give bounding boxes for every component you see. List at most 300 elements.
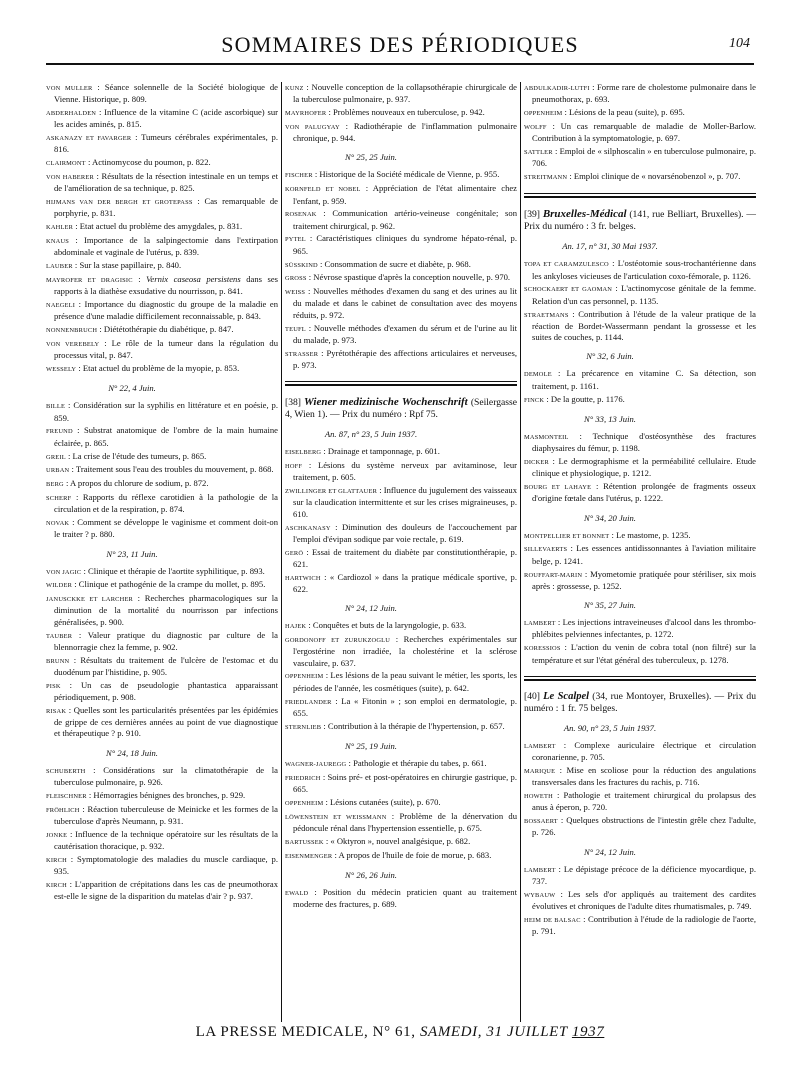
- journal-details: (34, rue Montoyer, Bruxelles). — Prix du numéro : 1 fr. 75 belges.: [524, 690, 756, 714]
- article-author: JONKE: [46, 831, 68, 839]
- article-title: : Résultats du traitement de l'ulcère de l'estomac et du duodénum par l'histidine, p. 905.: [54, 654, 278, 677]
- article-author: ROUFFART-MARIN: [524, 571, 583, 579]
- column-1: [46, 82, 278, 904]
- journal-number: [39]: [524, 209, 540, 221]
- article-title: : Technique d'ostéosynthèse des fractures diaphysaires du fémur, p. 1198.: [532, 430, 756, 454]
- article-title: : Problèmes nouveaux en tuberculose, p. 942.: [326, 107, 485, 118]
- article-entry: [524, 258, 756, 282]
- article-entry: [285, 169, 517, 181]
- article-author: MARIQUE: [524, 767, 556, 775]
- article-entry: [285, 772, 517, 796]
- issue-date-heading: N° 24, 18 Juin.: [106, 747, 158, 758]
- article-entry: [46, 854, 278, 878]
- article-entry: [524, 617, 756, 641]
- article-author: HARTWICH: [285, 574, 321, 582]
- article-author: ASKANAZY ET FAVARGER: [46, 135, 132, 143]
- article-title: : L'actinomycose génitale de la femme. Relation d'un cas personnel, p. 1135.: [532, 283, 756, 306]
- article-entry: [46, 132, 278, 156]
- article-author: KIRCH: [46, 881, 67, 889]
- article-title-prefix: :: [132, 273, 147, 284]
- article-author: LAMBERT: [524, 620, 556, 628]
- article-entry: [524, 121, 756, 145]
- issue-date-heading: N° 23, 11 Juin.: [106, 548, 158, 559]
- article-title: : Actinomycose du poumon, p. 822.: [85, 157, 211, 168]
- article-author: URBAN: [46, 467, 70, 475]
- article-title: : Traitement sous l'eau des troubles du mouvement, p. 868.: [69, 464, 274, 475]
- article-author: STRAETMANS: [524, 311, 569, 319]
- article-author: WESSELY: [46, 366, 77, 374]
- article-title: : Les essences antidissonnantes à l'aviation militaire belge, p. 1241.: [532, 543, 756, 566]
- article-entry: [285, 259, 517, 271]
- article-title: : Soins pré- et post-opératoires en chirurgie gastrique, p. 665.: [293, 771, 517, 795]
- article-title: : L'ostéotomie sous-trochantérienne dans les ankyloses vicieuses de l'articulation coxo-fémorale, p. 1126.: [532, 258, 756, 281]
- journal-heading: [524, 208, 756, 233]
- article-entry: [46, 260, 278, 272]
- article-title: : Importance du diagnostic du groupe de la maladie en présence d'une maladie difficilement reconnaissable, p. 843.: [54, 299, 278, 322]
- article-author: PYTEL: [285, 236, 306, 244]
- article-entry: [285, 446, 517, 458]
- article-author: TAUBER: [46, 632, 73, 640]
- article-entry: [285, 670, 517, 694]
- article-entry: [285, 758, 517, 770]
- article-title: : Influence de la vitamine C (acide ascorbique) sur les acides aminés, p. 815.: [54, 107, 278, 130]
- article-title: : Considération sur la syphilis en littérature et en poésie, p. 859.: [54, 400, 278, 423]
- article-author: GROSS: [285, 275, 307, 283]
- article-entry: [524, 394, 756, 406]
- article-author: FRIEDLANDER: [285, 698, 332, 706]
- article-title: : Les sels d'or appliqués au traitement des cardites évolutives et chroniques de l'adulte dites rhumatismales, p. 749.: [532, 888, 756, 912]
- article-entry: [524, 146, 756, 170]
- article-title: : Radiothérapie de l'inflammation pulmonaire chronique, p. 944.: [293, 120, 517, 144]
- article-title: : Contribution à l'étude de la radiologie de l'aorte, p. 791.: [532, 913, 756, 937]
- article-title: : Complexe auriculaire électrique et circulation coronarienne, p. 705.: [532, 739, 756, 763]
- article-author: KNAUS: [46, 238, 70, 246]
- article-author: BARTUSSEK: [285, 838, 324, 846]
- article-entry: [285, 836, 517, 848]
- article-title: : Emploi de « silphoscalin » en tuberculose pulmonaire, p. 706.: [532, 145, 756, 169]
- article-title: : Recherches pharmacologiques sur la diminution de la mortalité du nourrisson par infections généralisées, p. 900.: [54, 593, 278, 627]
- article-title: : A propos de l'huile de foie de morue, p. 683.: [332, 849, 492, 860]
- article-author: FISCHER: [285, 172, 313, 180]
- article-title: : Considérations sur la climatothérapie de la tuberculose pulmonaire, p. 926.: [54, 764, 278, 788]
- article-author: VON JAGIC: [46, 568, 82, 576]
- article-entry: [524, 815, 756, 839]
- journal-name: Wiener medizinische Wochenschrift: [304, 396, 468, 409]
- article-author: OPPENHEIM: [285, 673, 324, 681]
- article-entry: [46, 566, 278, 578]
- article-title: : De la goutte, p. 1176.: [544, 393, 625, 404]
- article-title: : Influence du jugulement des vaisseaux sur la claudication intermittente et sur les crises migraineuses, p. 610.: [293, 485, 517, 519]
- article-entry: [285, 286, 517, 321]
- article-title: : Un cas de pseudologie phantastica apparaissant périodiquement, p. 908.: [54, 679, 278, 703]
- article-title: : Valeur pratique du diagnostic par culture de la blennorragie chez la femme, p. 902.: [54, 629, 278, 652]
- article-title: : Nouvelles méthodes d'examen du sang et des urines au lit du malade et dans le cabinet de consultation avec des moyens réduits, p. 972.: [293, 286, 517, 320]
- article-author: VON MULLER: [46, 85, 93, 92]
- article-author: SILLEVAERTS: [524, 546, 568, 554]
- article-entry: [524, 914, 756, 938]
- article-author: SATTLER: [524, 148, 553, 156]
- article-author: SCHUBERTH: [46, 767, 86, 775]
- article-title: : Séance solennelle de la Société biologique de Vienne. Historique, p. 809.: [54, 82, 278, 105]
- article-title: : A propos du chlorure de sodium, p. 872.: [63, 478, 209, 489]
- article-author: TOPA ET CARAMZULESCO: [524, 261, 609, 269]
- article-entry: [524, 569, 756, 593]
- article-title: : La précarence en vitamine C. Sa détection, son traitement, p. 1161.: [532, 368, 756, 391]
- article-title: : Drainage et tamponnage, p. 601.: [321, 446, 440, 457]
- article-author: VON PALUGYAY: [285, 123, 340, 131]
- page-number: 104: [729, 36, 750, 51]
- footer-journal: LA PRESSE MEDICALE, N° 61,: [195, 1024, 420, 1040]
- article-title: : Pathologie et traitement chirurgical du prolapsus des anus à éperon, p. 720.: [532, 789, 756, 813]
- article-author: HEIM DE BALSAC: [524, 916, 581, 924]
- article-author: JANUSCKKE ET LARCHER: [46, 596, 134, 604]
- article-author: ABDULKADIR-LUTFI: [524, 85, 590, 92]
- article-author: STREITMANN: [524, 174, 568, 182]
- article-title: : Communication artério-veineuse congénitale; son traitement chirurgical, p. 962.: [293, 208, 517, 231]
- article-entry: [46, 464, 278, 476]
- article-entry: [46, 879, 278, 903]
- article-entry: [46, 171, 278, 195]
- article-title: : Réaction tuberculeuse de Meinicke et les formes de la tuberculose d'après Neumann, p. 931.: [54, 803, 278, 826]
- article-title: : Lésions cutanées (suite), p. 670.: [323, 796, 441, 807]
- article-title: : Historique de la Société médicale de Vienne, p. 955.: [312, 169, 500, 180]
- article-author: CLAIRMONT: [46, 160, 86, 168]
- article-entry: [46, 790, 278, 802]
- article-title: : Clinique et thérapie de l'aortite syphilitique, p. 893.: [81, 565, 265, 576]
- article-author: DICKER: [524, 458, 549, 466]
- article-entry: [46, 517, 278, 541]
- article-entry: [285, 121, 517, 145]
- article-author: LAMBERT: [524, 742, 556, 750]
- article-author: VON VEREBELY: [46, 340, 100, 348]
- article-title: : Rétention prolongée de fragments osseux d'origine fœtale dans l'utérus, p. 1222.: [532, 481, 756, 504]
- article-entry: [46, 157, 278, 169]
- article-title: : Nouvelle conception de la collapsothérapie chirurgicale de la tuberculose pulmonaire, p. 937.: [293, 82, 517, 105]
- article-entry: [46, 630, 278, 654]
- article-title: : Nouvelle méthodes d'examen du sérum et de l'urine au lit du malade, p. 973.: [293, 322, 517, 345]
- article-entry: [46, 107, 278, 131]
- article-entry: [46, 478, 278, 490]
- article-entry: [285, 82, 517, 106]
- article-title: : Les injections intraveineuses d'alcool dans les thrombo-phlébites pelviennes infectantes, p. 1272.: [532, 617, 756, 640]
- article-author: WOLFF: [524, 123, 547, 131]
- article-entry: [46, 235, 278, 259]
- article-entry: [524, 456, 756, 480]
- article-entry: [524, 864, 756, 888]
- article-entry: [46, 705, 278, 740]
- article-author: BOSSAERT: [524, 818, 558, 826]
- article-title: : Myometomie pratiquée pour stériliser, six mois après : grossesse, p. 1252.: [532, 568, 756, 591]
- article-title: : Sur la stase papillaire, p. 840.: [72, 260, 182, 271]
- article-title: : Un cas remarquable de maladie de Moller-Barlow. Contribution à la symptomatologie, p. 697.: [532, 120, 756, 144]
- article-entry: [285, 323, 517, 347]
- article-author: KUNZ: [285, 85, 304, 92]
- article-author: FLEISCHNER: [46, 792, 87, 800]
- article-entry: [524, 309, 756, 344]
- article-author: WEISS: [285, 289, 306, 297]
- article-author: OPPENHEIM: [285, 799, 324, 807]
- article-entry: [524, 543, 756, 567]
- column-separator: [520, 82, 521, 1022]
- article-title: : Le dermographisme et la perméabilité cellulaire. Etude clinique et physiologique, p. 1212.: [532, 455, 756, 479]
- article-entry: [524, 740, 756, 764]
- header-rule: [46, 63, 754, 65]
- article-title: : Rapports du réflexe carotidien à la pathologie de la circulation et de la respiration, p. 874.: [54, 491, 278, 515]
- article-author: MASMONTEIL: [524, 433, 569, 441]
- issue-date-heading: N° 24, 12 Juin.: [584, 846, 636, 857]
- footer-date: 31 JUILLET: [482, 1024, 572, 1040]
- article-title: : « Cardiozol » dans la pratique médicale sportive, p. 622.: [293, 571, 517, 594]
- article-author: EWALD: [285, 889, 309, 897]
- article-entry: [46, 680, 278, 704]
- article-entry: [46, 82, 278, 106]
- section-rule: [285, 381, 517, 386]
- article-entry: [46, 451, 278, 463]
- article-entry: [46, 804, 278, 828]
- article-entry: [285, 348, 517, 372]
- article-title: : La « Fitonin » ; son emploi en dermatologie, p. 655.: [293, 695, 517, 718]
- article-title: : Tumeurs cérébrales expérimentales, p. 816.: [54, 132, 278, 155]
- article-author: ASCHKANASY: [285, 524, 331, 532]
- article-entry: [524, 889, 756, 913]
- article-entry: [46, 363, 278, 375]
- article-title: : Influence de la technique opératoire sur les résultats de la cautérisation thoracique, p. 932.: [54, 828, 278, 852]
- article-author: GORDONOFF ET ZURUKZOGLU: [285, 637, 391, 645]
- article-title: : Etat actuel du problème des amygdales, p. 831.: [73, 221, 243, 232]
- article-entry: [46, 579, 278, 591]
- article-entry: [524, 171, 756, 183]
- article-author: GERÖ: [285, 549, 304, 557]
- article-author: PISK: [46, 682, 61, 690]
- article-title: dans ses rapports à la diathèse exsudative du nourrisson, p. 841.: [54, 273, 278, 297]
- article-entry: [285, 887, 517, 911]
- article-title: : Position du médecin praticien quant au traitement moderne des fractures, p. 689.: [293, 886, 517, 910]
- article-title: : Problème de la dénervation du pédoncule rénal dans l'hypertension essentielle, p. 675.: [293, 810, 517, 833]
- article-entry: [46, 425, 278, 449]
- article-entry: [46, 196, 278, 220]
- article-entry: [46, 338, 278, 362]
- article-title: : Pyrétothérapie des affections articulaires et nerveuses, p. 973.: [293, 347, 517, 370]
- page-footer: [46, 1024, 754, 1052]
- article-entry: [524, 481, 756, 505]
- page-title: SOMMAIRES DES PÉRIODIQUES: [221, 32, 579, 57]
- article-title: : Caractéristiques cliniques du syndrome hépato-rénal, p. 965.: [293, 233, 517, 256]
- article-entry: [285, 272, 517, 284]
- article-title: : Diminution des douleurs de l'accouchement par l'emploi d'évipan sodique par voie rectale, p. 619.: [293, 521, 517, 544]
- article-author: KORNFELD ET NOBEL: [285, 186, 361, 194]
- article-title: : Substrat anatomique de l'ombre de la main humaine éclairée, p. 865.: [54, 425, 278, 448]
- page-header: [46, 30, 754, 62]
- article-author: FRIEDRICH: [285, 774, 321, 782]
- article-title: : Le mastome, p. 1235.: [609, 529, 691, 540]
- article-title: : Conquêtes et buts de la laryngologie, p. 633.: [306, 620, 467, 631]
- journal-name: Le Scalpel: [543, 690, 590, 702]
- article-author: FINCK: [524, 396, 545, 404]
- issue-date-heading: N° 22, 4 Juin.: [108, 383, 156, 394]
- article-author: FRÖHLICH: [46, 806, 80, 814]
- article-entry: [524, 530, 756, 542]
- journal-name: Bruxelles-Médical: [542, 208, 627, 221]
- article-entry: [285, 634, 517, 669]
- issue-date-heading: An. 87, n° 23, 5 Juin 1937.: [324, 429, 418, 440]
- article-entry: [524, 368, 756, 392]
- article-author: MONTPELLIER ET BONNET: [524, 532, 610, 540]
- article-author: KAHLER: [46, 224, 74, 232]
- article-title: : Symptomatologie des maladies du muscle cardiaque, p. 935.: [54, 853, 278, 877]
- columns: [46, 82, 756, 1022]
- article-entry: [285, 233, 517, 257]
- article-title: : Etat actuel du problème de la myopie, p. 853.: [76, 363, 240, 374]
- issue-date-heading: N° 24, 12 Juin.: [345, 603, 397, 614]
- journal-number: [40]: [524, 690, 540, 702]
- article-title: : Recherches expérimentales sur l'ergostérine non irradiée, la cholestérine et la sclérose vasculaire, p. 637.: [293, 634, 517, 668]
- article-author: NONNENBRUCH: [46, 327, 98, 335]
- article-entry: [46, 221, 278, 233]
- column-3: [524, 82, 756, 939]
- article-author: RISAK: [46, 707, 67, 715]
- article-entry: [285, 696, 517, 720]
- issue-date-heading: N° 32, 6 Juin.: [586, 351, 634, 362]
- article-author: HOFF: [285, 463, 303, 471]
- article-title: : Essai de traitement du diabète par constitutionthérapie, p. 621.: [293, 546, 517, 569]
- article-entry: [285, 485, 517, 520]
- article-entry: [524, 283, 756, 307]
- issue-date-heading: N° 34, 20 Juin.: [584, 512, 636, 523]
- article-author: NOVAK: [46, 520, 70, 527]
- article-title: : Consommation de sucre et diabète, p. 968.: [317, 258, 471, 269]
- article-entry: [285, 811, 517, 835]
- article-entry: [285, 183, 517, 207]
- article-title: : Lésions de la peau (suite), p. 695.: [562, 107, 685, 118]
- article-title: : Clinique et pathogénie de la crampe du mollet, p. 895.: [72, 579, 266, 590]
- article-author: BILLE: [46, 403, 66, 411]
- article-author: NAEGELI: [46, 302, 76, 310]
- article-author: HAJEK: [285, 623, 307, 631]
- article-title: : Le rôle de la tumeur dans la régulation du processus vital, p. 847.: [54, 337, 278, 361]
- article-entry: [46, 829, 278, 853]
- article-author: DEMOLE: [524, 371, 552, 379]
- journal-number: [38]: [285, 397, 301, 409]
- article-title: : Importance de la salpingectomie dans l'extirpation abdominale et vaginale de l'utérus, p. 839.: [54, 235, 278, 258]
- article-author: WAGNER-JAUREGG: [285, 760, 347, 768]
- article-author: MAYRHOFER: [285, 110, 327, 118]
- article-author: MAYROFER ET DRAGISIC: [46, 276, 133, 284]
- article-entry: [46, 655, 278, 679]
- article-author: LAMBERT: [524, 866, 556, 874]
- column-separator: [281, 82, 282, 1022]
- article-author: KIRCH: [46, 856, 67, 864]
- article-title: : Diététothérapie du diabétique, p. 847.: [97, 324, 234, 335]
- journal-details: (Seilergasse 4, Wien 1). — Prix du numéro : Rpf 75.: [285, 397, 517, 421]
- article-author: OPPENHEIM: [524, 110, 563, 118]
- article-title: : Appréciation de l'état alimentaire chez l'enfant, p. 959.: [293, 183, 517, 206]
- article-entry: [285, 620, 517, 632]
- column-2: [285, 82, 517, 912]
- article-entry: [46, 593, 278, 628]
- article-author: ZWILLINGER ET GLATTAUER: [285, 488, 378, 496]
- article-author: STRASSER: [285, 350, 319, 358]
- article-entry: [46, 324, 278, 336]
- article-author: TEUFL: [285, 325, 306, 333]
- article-title: : Résultats de la résection intestinale en un temps et de l'amélioration de sa technique, p. 825.: [54, 171, 279, 194]
- article-entry: [524, 790, 756, 814]
- footer-day: SAMEDI,: [419, 1024, 483, 1040]
- article-author: GREIL: [46, 453, 66, 461]
- article-author: BERG: [46, 481, 64, 489]
- article-entry: [285, 107, 517, 119]
- article-author: FREUND: [46, 428, 73, 436]
- footer-year: 1937: [571, 1024, 605, 1040]
- article-title: : Hémorragies bénignes des bronches, p. 929.: [86, 789, 246, 800]
- article-entry: [46, 274, 278, 298]
- article-entry: [285, 460, 517, 484]
- article-title: : Contribution à l'étude de la valeur pratique de la réaction de Bordet-Wassermann pendant la grossesse et les suites de couches, p. 1144.: [532, 308, 756, 343]
- issue-date-heading: An. 90, n° 23, 5 Juin 1937.: [563, 722, 657, 733]
- article-title-italic: Vernix caseosa persistens: [146, 273, 241, 284]
- issue-date-heading: N° 33, 13 Juin.: [584, 413, 636, 424]
- article-title: : Contribution à la thérapie de l'hypertension, p. 657.: [321, 720, 505, 731]
- article-entry: [285, 208, 517, 232]
- article-entry: [524, 765, 756, 789]
- article-author: LAUBER: [46, 263, 73, 271]
- article-entry: [285, 522, 517, 546]
- article-author: BOURG ET LAHAYE: [524, 484, 592, 492]
- article-entry: [285, 572, 517, 596]
- article-title: : Les lésions de la peau suivant le métier, les sports, les périodes de l'année, les cosmétiques (suite), p. 642.: [293, 670, 517, 693]
- article-title: : « Oktyron », nouvel analgésique, p. 682.: [323, 835, 471, 846]
- article-title: : L'apparition de crépitations dans les cas de pneumothorax est-elle le signe de la disparition du matelas d'air ? p. 937.: [54, 878, 278, 902]
- issue-date-heading: An. 17, n° 31, 30 Mai 1937.: [562, 241, 658, 252]
- article-entry: [285, 850, 517, 862]
- article-author: SCHOCKAERT ET GAOMAN: [524, 286, 613, 294]
- journal-heading: [524, 691, 756, 715]
- article-title: : Mise en scoliose pour la réduction des angulations transversales dans les fractures du rachis, p. 716.: [532, 764, 756, 788]
- article-entry: [46, 400, 278, 424]
- article-title: : Quelles sont les particularités présentées par les épidémies de grippe de ces dernières années au point de vue diagnostique et thérapeutique ? p. 910.: [54, 704, 278, 739]
- article-title: : La crise de l'étude des tumeurs, p. 865.: [65, 450, 207, 461]
- article-author: EISELBERG: [285, 449, 322, 457]
- article-entry: [524, 431, 756, 455]
- article-title: : Le dépistage précoce de la déficience myocardique, p. 737.: [532, 863, 756, 886]
- article-author: SÜSSKIND: [285, 261, 318, 269]
- issue-date-heading: N° 25, 19 Juin.: [345, 740, 397, 751]
- article-author: STERNLIEB: [285, 723, 322, 731]
- article-title: : Pathologie et thérapie du tabes, p. 661.: [346, 757, 487, 768]
- issue-date-heading: N° 35, 27 Juin.: [584, 600, 636, 611]
- issue-date-heading: N° 25, 25 Juin.: [345, 152, 397, 163]
- journal-details: (141, rue Belliart, Bruxelles). — Prix du numéro : 3 fr. belges.: [524, 209, 756, 233]
- article-title: : Lésions du système nerveux par avitaminose, leur traitement, p. 605.: [293, 460, 517, 483]
- article-author: KORESSIOS: [524, 645, 561, 653]
- article-author: SCHERF: [46, 494, 72, 502]
- article-title: : L'action du venin de cobra total (non filtré) sur la température et sur l'état général des tuberculeux, p. 1278.: [532, 642, 756, 665]
- article-author: VON HABERER: [46, 174, 94, 182]
- article-author: HOWETH: [524, 792, 553, 800]
- article-author: HIJMANS VAN DER BERGH ET GROTEPASS: [46, 199, 193, 207]
- article-title: : Cas remarquable de porphyrie, p. 831.: [54, 196, 278, 219]
- article-author: LÖWENSTEIN ET WEISSMANN: [285, 813, 387, 821]
- article-entry: [285, 797, 517, 809]
- article-title: : Quelques obstructions de l'intestin grêle chez l'adulte, p. 726.: [532, 815, 756, 838]
- article-author: ABDERHALDEN: [46, 110, 97, 118]
- article-entry: [46, 492, 278, 516]
- issue-date-heading: N° 26, 26 Juin.: [345, 869, 397, 880]
- section-rule: [524, 676, 756, 681]
- article-title: : Comment se développe le vaginisme et comment doit-on le traiter ? p. 880.: [54, 517, 278, 540]
- article-title: : Emploi clinique de « novarsénobenzol », p. 707.: [567, 171, 741, 182]
- article-entry: [46, 299, 278, 323]
- article-entry: [524, 107, 756, 119]
